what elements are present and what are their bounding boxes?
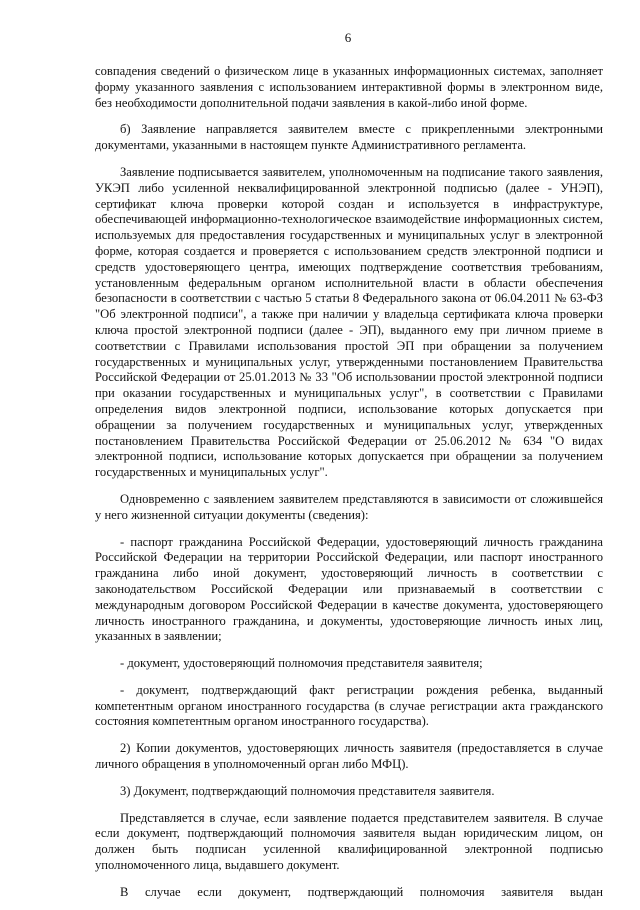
paragraph: 3) Документ, подтверждающий полномочия представителя заявителя. xyxy=(120,783,495,798)
list-item: - документ, подтверждающий факт регистрации рождения ребенка, выданный компетентным органом иностранного государства (в случае регистрации акта гражданского состояния компетентным органом иностранного государства). xyxy=(95,682,603,729)
page-number: 6 xyxy=(344,30,352,45)
paragraph: 2) Копии документов, удостоверяющих личность заявителя (предоставляется в случае личного обращения в уполномоченный орган либо МФЦ). xyxy=(95,741,603,772)
list-item: - паспорт гражданина Российской Федерации, удостоверяющий личность гражданина Российской Федерации на территории Российской Федерации, или паспорт иностранного гражданина либо иной документ, удостоверяющий личность в соответствии с законодательством Российской Федерации или признаваемый в соответствии с международным договором Российской Федерации в качестве документа, удостоверяющего личность иностранного гражданина, и документы, удостоверяющие личность иных лиц, указанных в заявлении; xyxy=(95,534,603,644)
paragraph: совпадения сведений о физическом лице в указанных информационных системах, заполняет форму указанного заявления с использованием интерактивной формы в электронном виде, без необходимости дополнительной подачи заявления в какой-либо иной форме. xyxy=(95,64,603,110)
paragraph: Представляется в случае, если заявление подается представителем заявителя. В случае если документ, подтверждающий полномочия заявителя выдан юридическим лицом, он должен быть подписан усиленной квалифицированной электронной подписью уполномоченного лица, выдавшего документ. xyxy=(95,810,603,873)
paragraph: Заявление подписывается заявителем, уполномоченным на подписание такого заявления, УКЭП либо усиленной неквалифицированной электронной подписью (далее - УНЭП), сертификат ключа проверки которой создан и используется в инфраструктуре, обеспечивающей информационно-технологическое взаимодействие информационных систем, используемых для предоставления государственных и муниципальных услуг в электронной форме, которая создается и проверяется с использованием средств электронной подписи и средств удостоверяющего центра, имеющих подтверждение соответствия требованиям, установленным федеральным органом исполнительной власти в области обеспечения безопасности в соответствии с частью 5 статьи 8 Федерального закона от 06.04.2011 № 63-ФЗ "Об электронной подписи", а также при наличии у владельца сертификата ключа проверки ключа простой электронной подписи (далее - ЭП), выданного ему при личном приеме в соответствии с Правилами использования простой ЭП при обращении за получением государственных и муниципальных услуг, утвержденными постановлением Правительства Российской Федерации от 25.01.2013 № 33 "Об использовании простой электронной подписи при оказании государственных и муниципальных услуг", в соответствии с Правилами определения видов электронной подписи, использование которых допускается при обращении за получением государственных и муниципальных услуг, утвержденных постановлением Правительства Российской Федерации от 25.06.2012 № 634 "О видах электронной подписи, использование которых допускается при обращении за получением государственных и муниципальных услуг". xyxy=(95,164,603,480)
list-item: - документ, удостоверяющий полномочия представителя заявителя; xyxy=(120,656,483,671)
document-body xyxy=(95,64,603,901)
paragraph: В случае если документ, подтверждающий полномочия заявителя выдан xyxy=(120,884,603,899)
paragraph: б) Заявление направляется заявителем вместе с прикрепленными электронными документами, указанными в настоящем пункте Административного регламента. xyxy=(95,122,603,153)
paragraph: Одновременно с заявлением заявителем представляются в зависимости от сложившейся у него жизненной ситуации документы (сведения): xyxy=(95,491,603,522)
